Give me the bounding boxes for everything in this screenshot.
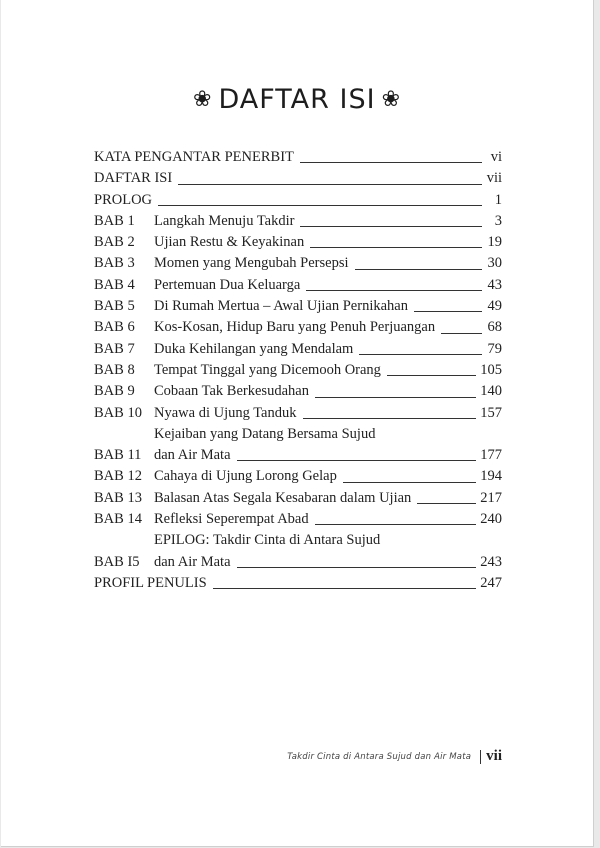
entry-title [154,488,480,509]
toc-entry[interactable] [94,211,502,232]
chapter-number: BAB 7 [94,340,135,357]
entry-title [154,253,486,274]
entry-page-number: vi [490,149,502,165]
flower-icon: ❀ [381,87,401,112]
entry-title-text: Di Rumah Mertua – Awal Ujian Pernikahan [154,298,408,315]
entry-title [154,211,486,232]
chapter-number: BAB 10 [94,404,142,421]
chapter-number: BAB 2 [94,234,135,251]
entry-page-number: 43 [487,276,502,293]
entry-page-number: 79 [487,340,502,357]
dot-leader [300,162,482,163]
entry-page-number: 30 [487,255,502,272]
toc-entry[interactable] [94,275,502,296]
dot-leader [306,290,482,291]
chapter-number: BAB 1 [94,212,135,229]
entry-page-number: 68 [487,319,502,336]
entry-title-text: Tempat Tinggal yang Dicemooh Orang [154,361,381,378]
chapter-number: BAB 14 [94,511,142,528]
chapter-number: BAB 4 [94,276,135,293]
dot-leader [414,311,482,312]
toc-entry[interactable] [94,424,502,467]
entry-title [154,317,486,338]
chapter-number: BAB 5 [94,298,135,315]
entry-title [94,147,486,168]
toc-entry[interactable] [94,168,502,189]
toc-entry[interactable] [94,232,502,253]
dot-leader [237,460,477,461]
flower-icon: ❀ [193,87,213,112]
toc-entry[interactable] [94,530,502,573]
entry-title-text: Pertemuan Dua Keluarga [154,276,301,293]
entry-title-text: Cahaya di Ujung Lorong Gelap [154,468,337,485]
toc-entry[interactable] [94,466,502,487]
entry-page-number: 243 [480,553,502,570]
entry-title-text: Refleksi Seperempat Abad [154,511,309,528]
entry-title [154,232,486,253]
entry-title-text: Ujian Restu & Keyakinan [154,234,305,251]
toc-entry[interactable] [94,573,502,594]
entry-page-number: 240 [480,511,502,528]
entry-page-number: 140 [480,383,502,400]
entry-title [154,466,480,487]
entry-title [94,190,486,211]
footer-divider [480,750,481,764]
chapter-number: BAB 3 [94,255,135,272]
entry-page-number: 157 [480,404,502,421]
page-number: vii [486,748,502,764]
entry-title-text: Cobaan Tak Berkesudahan [154,383,309,400]
entry-title-text: Duka Kehilangan yang Mendalam [154,340,354,357]
dot-leader [237,567,477,568]
toc-entry[interactable] [94,339,502,360]
entry-title-line2: dan Air Mata [154,553,231,570]
entry-page-number: 105 [480,361,502,378]
chapter-number: BAB 8 [94,361,135,378]
toc-entry[interactable] [94,190,502,211]
entry-title [94,168,486,189]
entry-page-number: 177 [480,447,502,464]
dot-leader [178,184,482,185]
entry-page-number: 247 [480,574,502,591]
dot-leader [359,354,482,355]
entry-page-number: 3 [494,212,502,229]
title-text: DAFTAR ISI [218,84,376,115]
toc-entry[interactable] [94,317,502,338]
entry-title-text: PROLOG [94,191,153,208]
entry-title [154,403,480,424]
chapter-number: BAB 12 [94,468,142,485]
entry-title-line1: Kejaiban yang Datang Bersama Sujud [154,425,376,442]
chapter-number: BAB 6 [94,319,135,336]
entry-title [154,275,486,296]
entry-title [154,381,480,402]
toc-entry[interactable] [94,488,502,509]
entry-title-text: DAFTAR ISI [94,170,173,187]
toc-entry[interactable] [94,403,502,424]
dot-leader [315,397,476,398]
entry-title-text: Balasan Atas Segala Kesabaran dalam Ujian [154,489,412,506]
dot-leader [417,503,476,504]
page-title [1,84,593,115]
chapter-number: BAB 9 [94,383,135,400]
entry-title-text: Kos-Kosan, Hidup Baru yang Penuh Perjuangan [154,319,436,336]
entry-title-line2: dan Air Mata [154,447,231,464]
dot-leader [158,205,482,206]
entry-title [154,424,480,467]
entry-page-number: 1 [494,191,502,208]
page-footer [287,748,502,765]
entry-title [154,509,480,530]
entry-title-text: PROFIL PENULIS [94,574,207,591]
toc-entry[interactable] [94,253,502,274]
book-page [1,0,594,847]
toc-entry[interactable] [94,296,502,317]
entry-title [154,530,480,573]
entry-page-number: 19 [487,234,502,251]
entry-title-text: Langkah Menuju Takdir [154,212,295,229]
chapter-number: BAB 13 [94,489,142,506]
table-of-contents [94,147,502,594]
entry-title [154,339,486,360]
dot-leader [441,333,482,334]
dot-leader [315,524,477,525]
toc-entry[interactable] [94,381,502,402]
chapter-number: BAB I5 [94,553,140,570]
dot-leader [343,482,476,483]
entry-page-number: 194 [480,468,502,485]
entry-title-text: Momen yang Mengubah Persepsi [154,255,349,272]
dot-leader [300,226,482,227]
dot-leader [303,418,477,419]
toc-entry[interactable] [94,147,502,168]
entry-title [94,573,480,594]
toc-entry[interactable] [94,360,502,381]
entry-title-text: KATA PENGANTAR PENERBIT [94,149,294,165]
entry-page-number: 217 [480,489,502,506]
entry-title [154,360,480,381]
dot-leader [310,247,482,248]
entry-page-number: vii [486,170,502,187]
entry-title-text: Nyawa di Ujung Tanduk [154,404,297,421]
entry-page-number: 49 [487,298,502,315]
running-title: Takdir Cinta di Antara Sujud dan Air Mata [287,751,472,762]
dot-leader [213,588,477,589]
entry-title-line1: EPILOG: Takdir Cinta di Antara Sujud [154,532,381,549]
chapter-number: BAB 11 [94,447,142,464]
entry-title [154,296,486,317]
toc-entry[interactable] [94,509,502,530]
dot-leader [355,269,482,270]
dot-leader [387,375,476,376]
